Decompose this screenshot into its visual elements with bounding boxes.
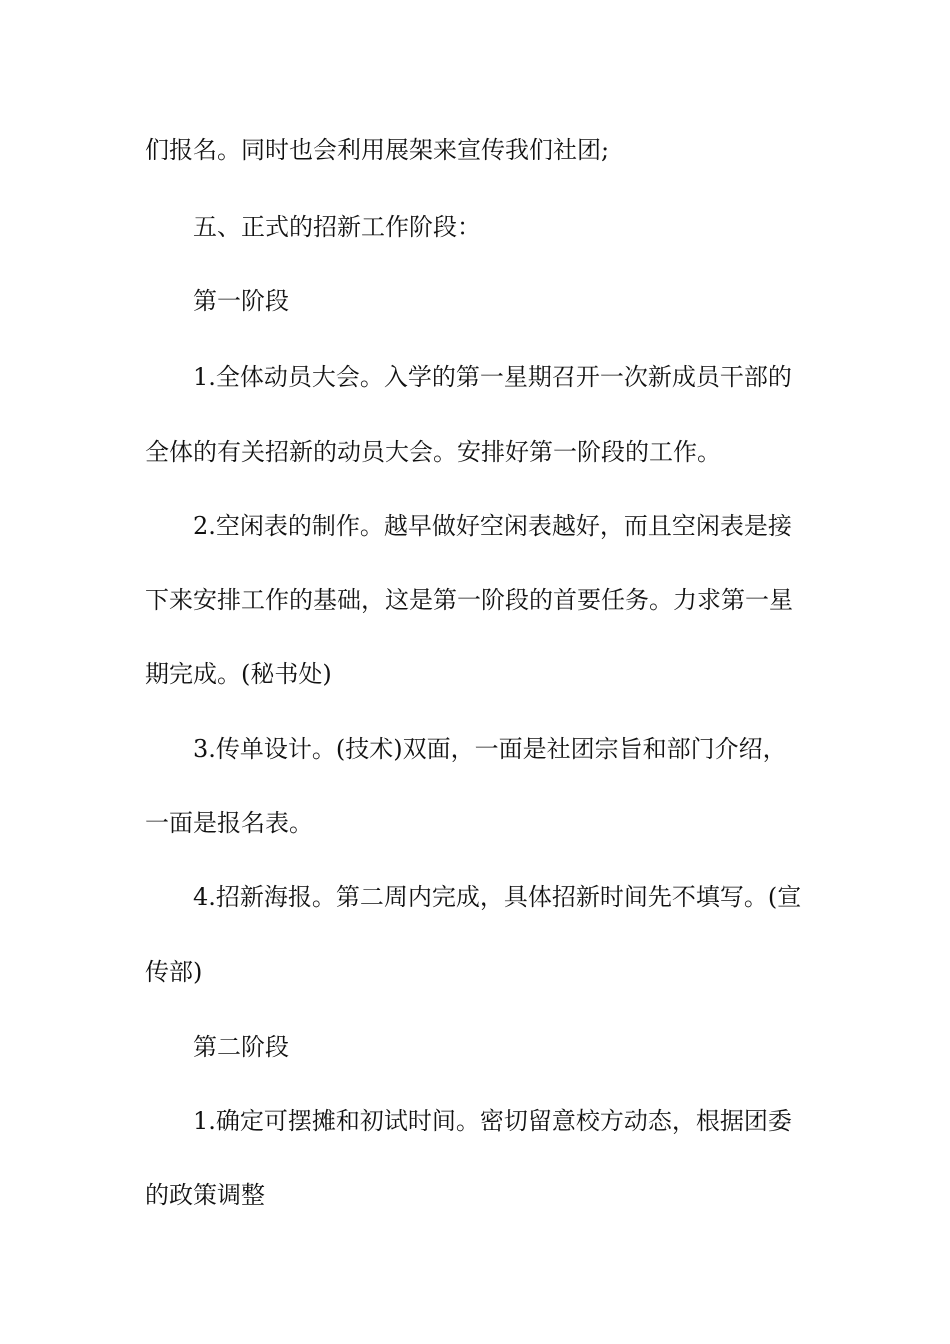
text-line: 期完成。(秘书处)	[145, 660, 332, 688]
text-line: 们报名。同时也会利用展架来宣传我们社团;	[145, 136, 610, 164]
section-heading: 五、正式的招新工作阶段：	[193, 213, 481, 241]
list-item-line: 4.招新海报。第二周内完成，具体招新时间先不填写。(宣	[193, 883, 802, 911]
text-line: 全体的有关招新的动员大会。安排好第一阶段的工作。	[145, 438, 721, 466]
text-line: 传部)	[145, 958, 203, 986]
text-line: 的政策调整	[145, 1181, 265, 1209]
list-item-line: 1.确定可摆摊和初试时间。密切留意校方动态，根据团委	[193, 1107, 792, 1135]
list-item-line: 1.全体动员大会。入学的第一星期召开一次新成员干部的	[193, 363, 792, 391]
list-item-line: 2.空闲表的制作。越早做好空闲表越好，而且空闲表是接	[193, 512, 792, 540]
phase-heading: 第一阶段	[193, 287, 289, 315]
phase-heading: 第二阶段	[193, 1033, 289, 1061]
list-item-line: 3.传单设计。(技术)双面，一面是社团宗旨和部门介绍，	[193, 735, 787, 763]
text-line: 下来安排工作的基础，这是第一阶段的首要任务。力求第一星	[145, 586, 793, 614]
text-line: 一面是报名表。	[145, 809, 313, 837]
